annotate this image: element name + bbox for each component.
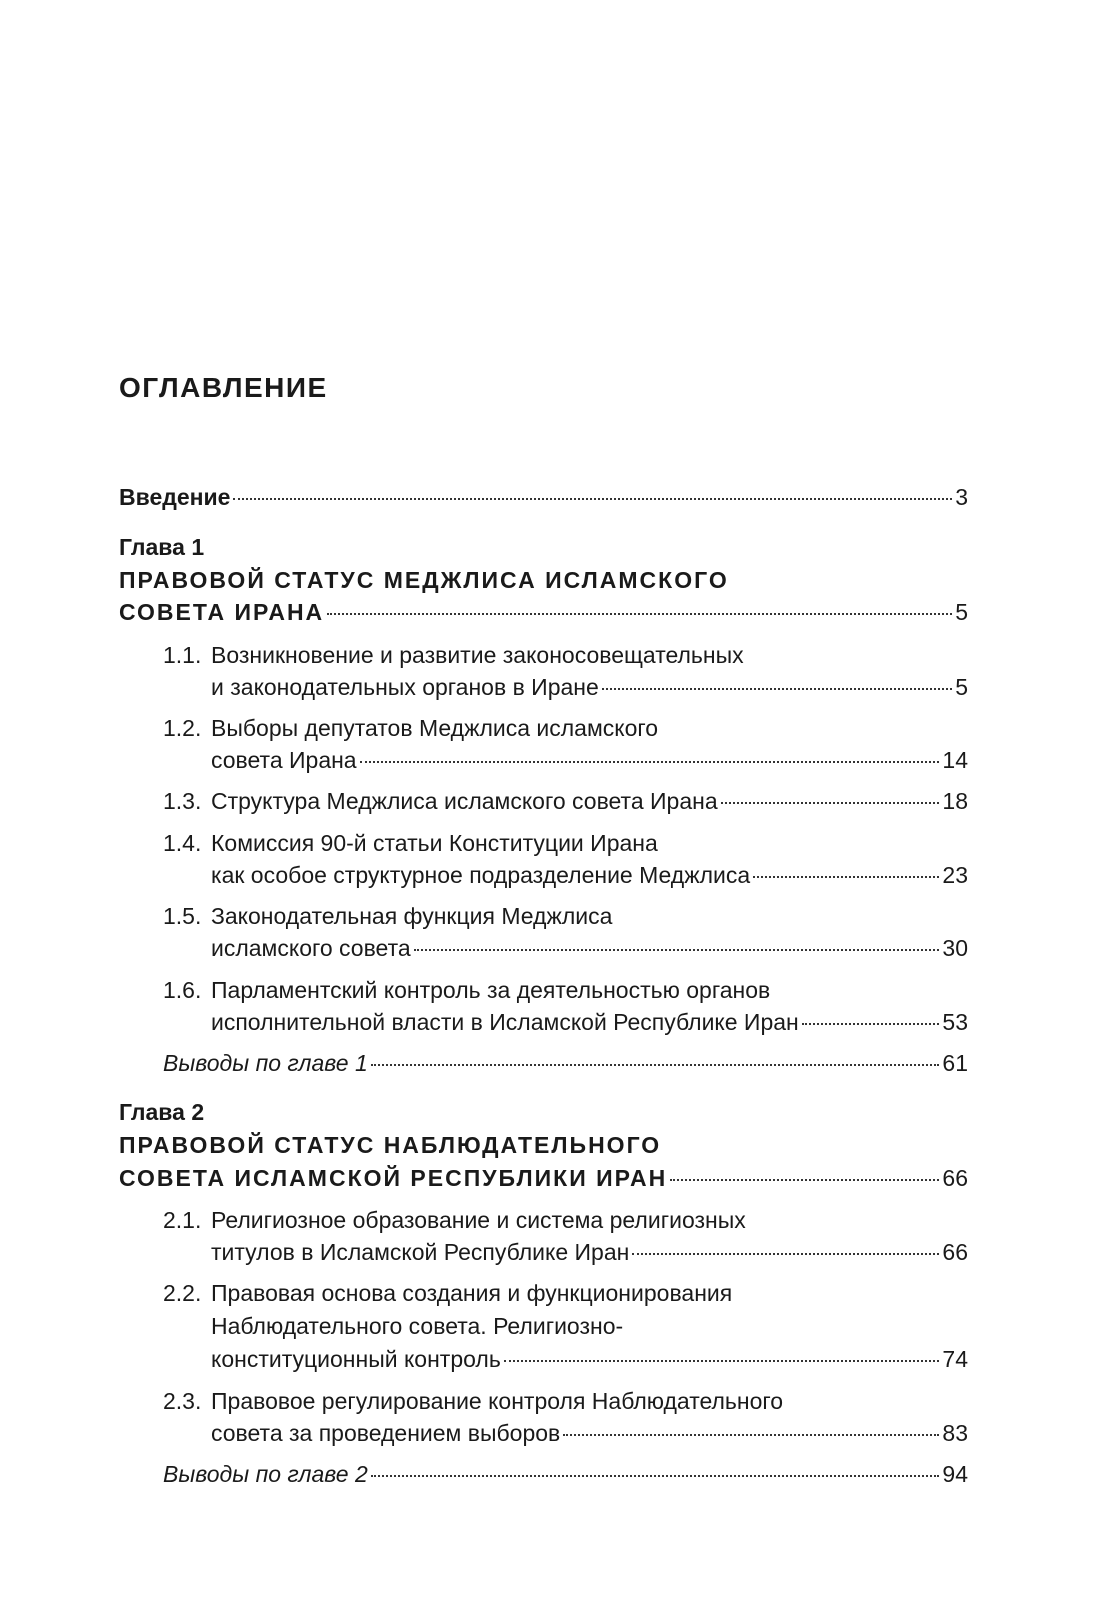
section-number: 1.1. (163, 642, 202, 668)
leader-dots (563, 1434, 939, 1436)
leader-dots (802, 1023, 940, 1025)
section-title-line2: совета Ирана (211, 747, 357, 773)
page-title: ОГЛАВЛЕНИЕ (119, 372, 328, 403)
toc-page-number: 94 (942, 1461, 968, 1487)
toc-entry-intro[interactable] (119, 482, 968, 512)
toc-entry-2-2[interactable] (211, 1344, 968, 1374)
section-number: 1.5. (163, 903, 202, 929)
toc-entry-1-3[interactable] (211, 786, 968, 816)
toc-page-number: 5 (955, 674, 968, 700)
toc-entry-1-1[interactable] (211, 672, 968, 702)
leader-dots (753, 876, 939, 878)
chapter-1-label: Глава 1 (119, 534, 205, 560)
leader-dots (360, 761, 940, 763)
toc-page-number: 53 (942, 1009, 968, 1035)
toc-entry-2-3[interactable] (211, 1418, 968, 1448)
leader-dots (233, 498, 952, 500)
section-title-line1: Структура Меджлиса исламского совета Ирана (211, 788, 718, 814)
section-number: 1.4. (163, 830, 202, 856)
section-title-line2: совета за проведением выборов (211, 1420, 561, 1446)
section-title-line2: исламского совета (211, 935, 411, 961)
toc-entry-conclusion-2[interactable] (163, 1459, 968, 1489)
section-title-line1: Законодательная функция Меджлиса (211, 903, 613, 929)
section-number: 1.6. (163, 977, 202, 1003)
leader-dots (371, 1064, 940, 1066)
toc-page-number: 14 (942, 747, 968, 773)
chapter-2-label: Глава 2 (119, 1099, 205, 1125)
toc-page-number: 83 (942, 1420, 968, 1446)
toc-page-number: 3 (955, 484, 968, 510)
toc-page-number: 30 (942, 935, 968, 961)
section-title-line1: Комиссия 90-й статьи Конституции Ирана (211, 830, 658, 856)
section-title-line1: Выборы депутатов Меджлиса исламского (211, 715, 659, 741)
section-title-line1: Правовое регулирование контроля Наблюдательного (211, 1388, 784, 1414)
conclusion-label: Выводы по главе 2 (163, 1461, 368, 1487)
section-title-line2: исполнительной власти в Исламской Республике Иран (211, 1009, 799, 1035)
toc-page-number: 18 (942, 788, 968, 814)
leader-dots (602, 688, 952, 690)
section-title-line3: конституционный контроль (211, 1346, 501, 1372)
section-number: 1.3. (163, 788, 202, 814)
leader-dots (414, 949, 940, 951)
leader-dots (327, 613, 952, 615)
section-number: 2.2. (163, 1280, 202, 1306)
toc-page-number: 74 (942, 1346, 968, 1372)
toc-entry-1-4[interactable] (211, 860, 968, 890)
section-title-line2: Наблюдательного совета. Религиозно- (211, 1313, 624, 1339)
toc-page-number: 61 (942, 1050, 968, 1076)
toc-entry-1-2[interactable] (211, 745, 968, 775)
chapter-2-title-line1: ПРАВОВОЙ СТАТУС НАБЛЮДАТЕЛЬНОГО (119, 1132, 662, 1158)
toc-entry-2-1[interactable] (211, 1237, 968, 1267)
chapter-1-title-line2: СОВЕТА ИРАНА (119, 599, 325, 625)
section-title-line2: и законодательных органов в Иране (211, 674, 599, 700)
section-title-line2: титулов в Исламской Республике Иран (211, 1239, 630, 1265)
toc-page-number: 66 (942, 1239, 968, 1265)
toc-entry-1-6[interactable] (211, 1007, 968, 1037)
section-title-line2: как особое структурное подразделение Меджлиса (211, 862, 751, 888)
leader-dots (632, 1253, 939, 1255)
toc-page-number: 5 (955, 599, 968, 625)
toc-entry-chapter-2[interactable] (119, 1163, 968, 1193)
chapter-2-title-line2: СОВЕТА ИСЛАМСКОЙ РЕСПУБЛИКИ ИРАН (119, 1165, 668, 1191)
section-title-line1: Религиозное образование и система религиозных (211, 1207, 746, 1233)
section-number: 1.2. (163, 715, 202, 741)
leader-dots (371, 1475, 940, 1477)
section-title-line1: Парламентский контроль за деятельностью органов (211, 977, 771, 1003)
section-title-line1: Возникновение и развитие законосовещательных (211, 642, 744, 668)
leader-dots (670, 1179, 939, 1181)
toc-entry-chapter-1[interactable] (119, 597, 968, 627)
toc-page-number: 66 (942, 1165, 968, 1191)
chapter-1-title-line1: ПРАВОВОЙ СТАТУС МЕДЖЛИСА ИСЛАМСКОГО (119, 567, 729, 593)
toc-entry-1-5[interactable] (211, 933, 968, 963)
toc-entry-label: Введение (119, 484, 231, 510)
toc-page-number: 23 (942, 862, 968, 888)
conclusion-label: Выводы по главе 1 (163, 1050, 368, 1076)
section-number: 2.3. (163, 1388, 202, 1414)
section-number: 2.1. (163, 1207, 202, 1233)
toc-entry-conclusion-1[interactable] (163, 1048, 968, 1078)
section-title-line1: Правовая основа создания и функционирования (211, 1280, 733, 1306)
leader-dots (721, 802, 940, 804)
leader-dots (504, 1360, 940, 1362)
